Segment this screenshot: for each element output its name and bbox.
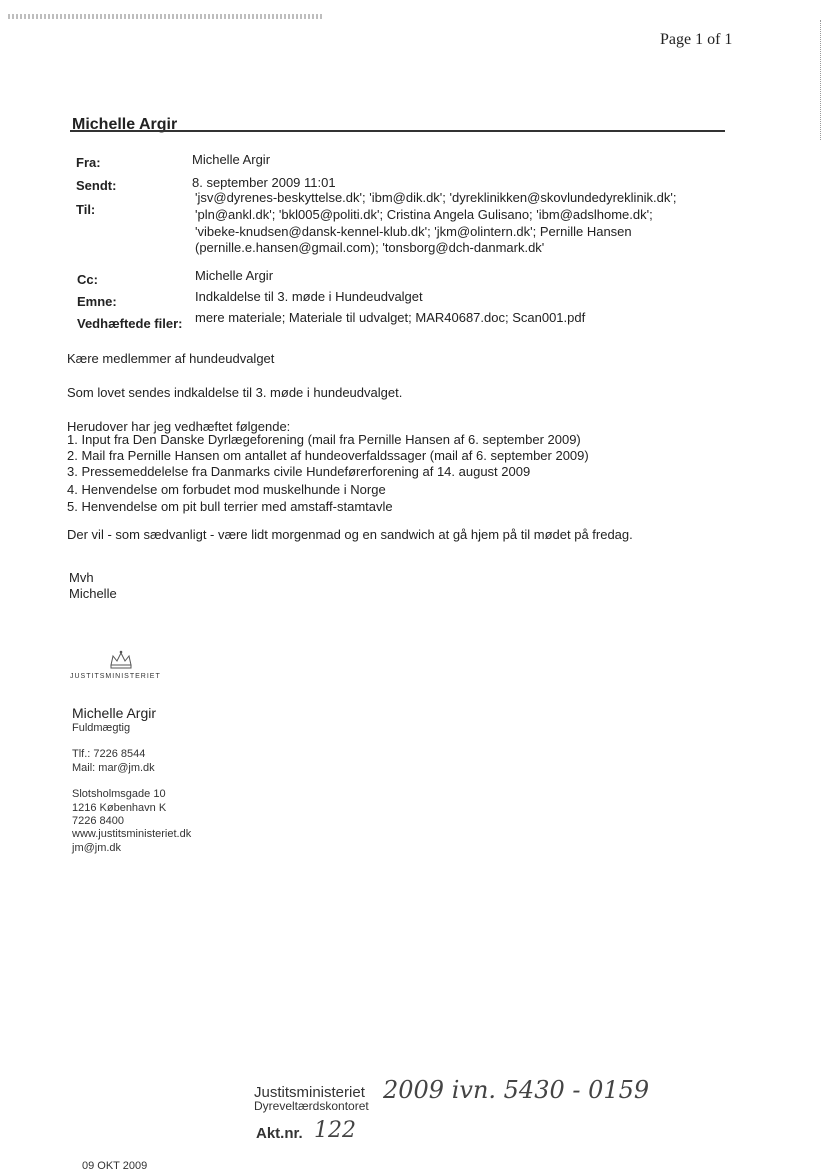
list-intro: Herudover har jeg vedhæftet følgende:: [67, 419, 291, 434]
signature-name: Michelle Argir: [72, 705, 157, 721]
body-paragraph: Der vil - som sædvanligt - være lidt morgenmad og en sandwich at gå hjem på til mødet på fredag.: [67, 527, 633, 542]
list-item: 3. Pressemeddelelse fra Danmarks civile Hundeførerforening af 14. august 2009: [67, 464, 531, 479]
attachments-label: Vedhæftede filer:: [77, 316, 183, 331]
cc-label: Cc:: [77, 272, 98, 287]
signature-title: Fuldmægtig: [72, 722, 131, 734]
list-item: 1. Input fra Den Danske Dyrlægeforening (mail fra Pernille Hansen af 6. september 2009): [67, 432, 581, 447]
address-line: 1216 København K: [72, 802, 167, 814]
stamp-office: Dyreveltærdskontoret: [254, 1099, 369, 1113]
from-label: Fra:: [76, 155, 101, 170]
cc-value: Michelle Argir: [195, 268, 274, 283]
signature-mail: Mail: mar@jm.dk: [72, 762, 155, 774]
crown-icon: [108, 650, 134, 670]
sent-value: 8. september 2009 11:01: [192, 175, 336, 190]
scan-artifact: [8, 14, 323, 19]
ministry-logo-text: JUSTITSMINISTERIET: [70, 673, 161, 680]
address-line: www.justitsministeriet.dk: [72, 828, 192, 840]
akt-label: Akt.nr.: [256, 1125, 303, 1142]
to-line: 'vibeke-knudsen@dansk-kennel-klub.dk'; 'jkm@olintern.dk'; Pernille Hansen: [195, 224, 632, 239]
from-value: Michelle Argir: [192, 152, 271, 167]
sender-heading: Michelle Argir: [72, 116, 178, 133]
list-item: 2. Mail fra Pernille Hansen om antallet af hundeoverfaldssager (mail af 6. september 2009): [67, 448, 589, 463]
greeting: Kære medlemmer af hundeudvalget: [67, 351, 275, 366]
to-line: 'pln@ankl.dk'; 'bkl005@politi.dk'; Cristina Angela Gulisano; 'ibm@adslhome.dk';: [195, 207, 653, 222]
to-line: (pernille.e.hansen@gmail.com); 'tonsborg@dch-danmark.dk': [195, 240, 545, 255]
handwritten-akt-number: 122: [314, 1118, 356, 1143]
to-label: Til:: [76, 202, 96, 217]
signature-phone: Tlf.: 7226 8544: [72, 748, 146, 760]
page-number: Page 1 of 1: [660, 31, 733, 48]
address-line: jm@jm.dk: [72, 842, 122, 854]
scan-edge: [820, 20, 822, 140]
list-item: 5. Henvendelse om pit bull terrier med amstaff-stamtavle: [67, 499, 393, 514]
address-line: Slotsholmsgade 10: [72, 788, 166, 800]
address-line: 7226 8400: [72, 815, 124, 827]
sent-label: Sendt:: [76, 178, 117, 193]
list-item: 4. Henvendelse om forbudet mod muskelhunde i Norge: [67, 482, 386, 497]
date-stamp: 09 OKT 2009: [82, 1160, 148, 1172]
stamp-ministry: Justitsministeriet: [254, 1084, 365, 1101]
to-line: 'jsv@dyrenes-beskyttelse.dk'; 'ibm@dik.dk'; 'dyreklinikken@skovlundedyreklinik.dk';: [195, 190, 677, 205]
header-divider: [70, 130, 725, 132]
subject-label: Emne:: [77, 294, 117, 309]
attachments-value: mere materiale; Materiale til udvalget; MAR40687.doc; Scan001.pdf: [195, 310, 586, 325]
handwritten-case-number: 2009 ivn. 5430 - 0159: [383, 1076, 650, 1104]
closing-name: Michelle: [69, 586, 117, 601]
closing: Mvh: [69, 570, 94, 585]
body-paragraph: Som lovet sendes indkaldelse til 3. møde i hundeudvalget.: [67, 385, 403, 400]
subject-value: Indkaldelse til 3. møde i Hundeudvalget: [195, 289, 423, 304]
